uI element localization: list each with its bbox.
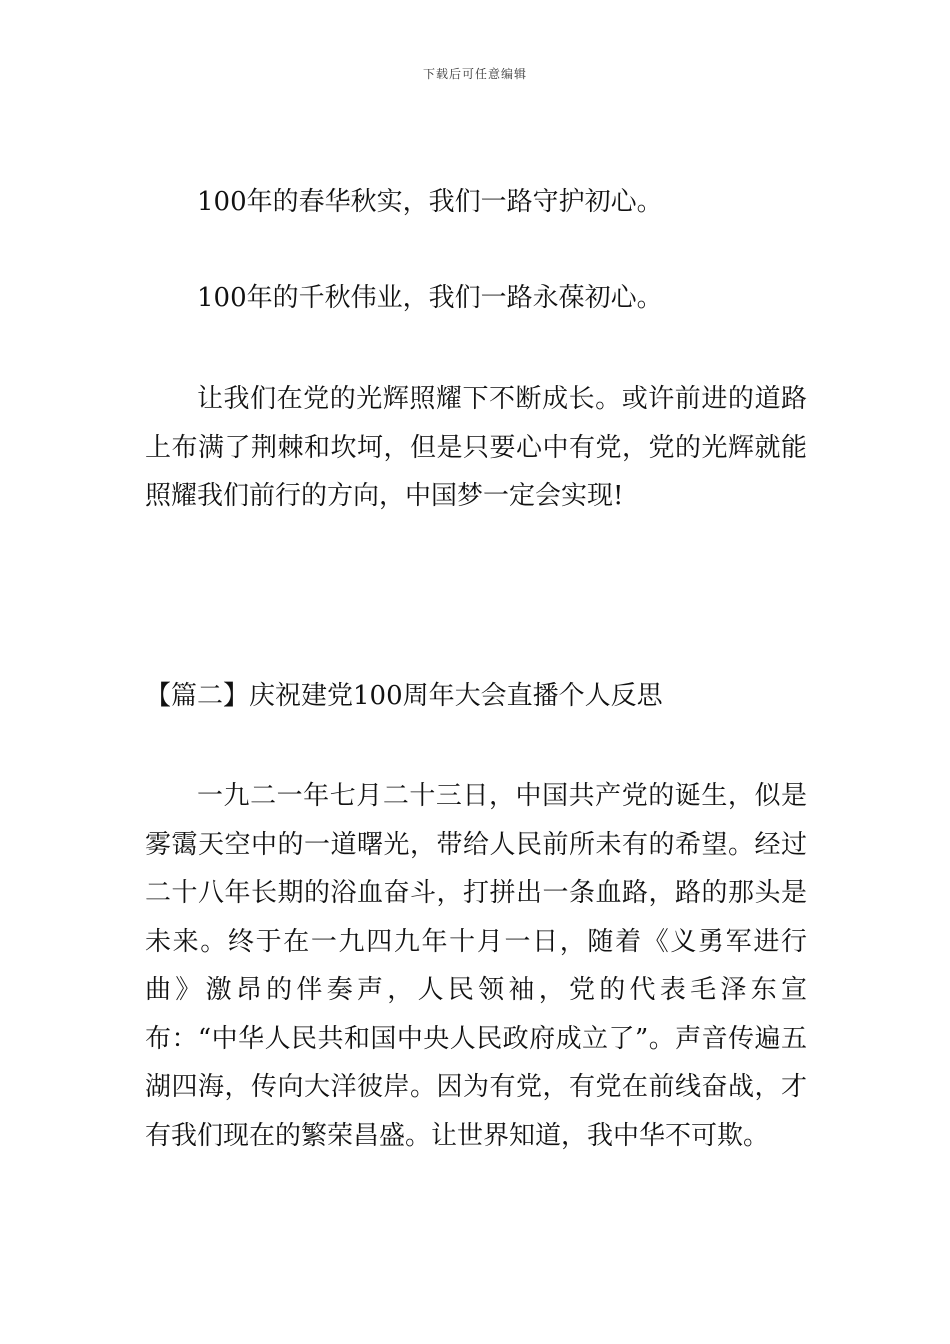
- page-header: 下载后可任意编辑: [422, 67, 527, 81]
- paragraph-3: 让我们在党的光辉照耀下不断成长。或许前进的道路上布满了荆棘和坎坷，但是只要心中有党，党的光辉就能照耀我们前行的方向，中国梦一定会实现!: [145, 384, 807, 511]
- section-heading: 【篇二】庆祝建党100周年大会直播个人反思: [145, 681, 663, 711]
- paragraph-1: 100年的春华秋实，我们一路守护初心。: [197, 187, 663, 217]
- paragraph-2: 100年的千秋伟业，我们一路永葆初心。: [197, 283, 663, 313]
- paragraph-4: 一九二一年七月二十三日，中国共产党的诞生，似是雾霭天空中的一道曙光，带给人民前所未有的希望。经过二十八年长期的浴血奋斗，打拼出一条血路，路的那头是未来。终于在一九四九年十月一日，随着《义勇军进行曲》激昂的伴奏声，人民领袖，党的代表毛泽东宣布：“中华人民共和国中央人民政府成立了”。声音传遍五湖四海，传向大洋彼岸。因为有党，有党在前线奋战，才有我们现在的繁荣昌盛。让世界知道，我中华不可欺。: [145, 781, 807, 1151]
